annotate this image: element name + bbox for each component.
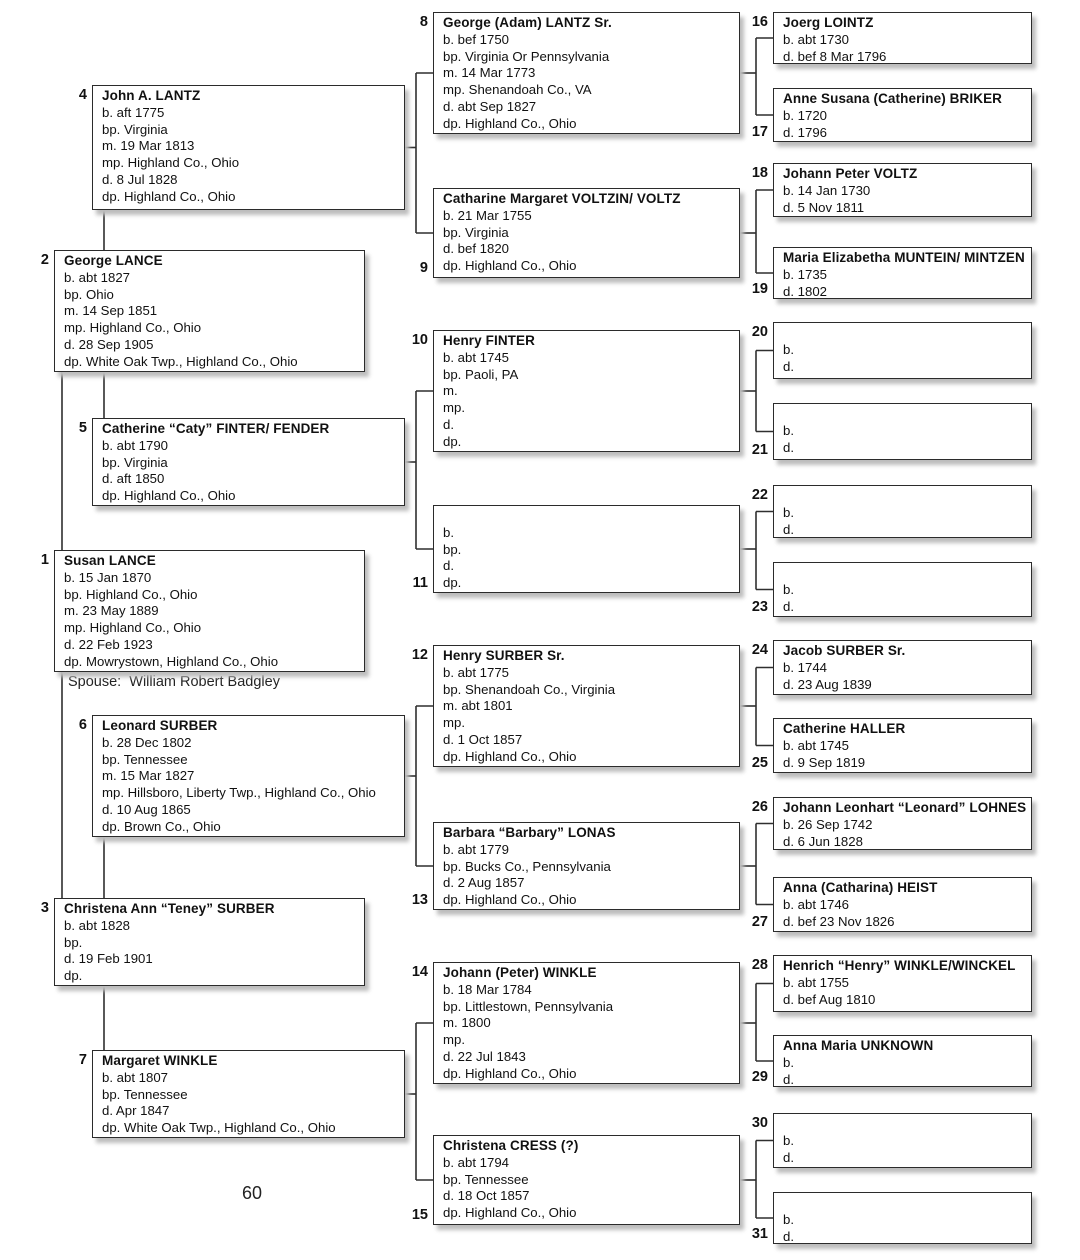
- person-box-23: [773, 562, 1032, 617]
- person-detail-line: b.: [443, 524, 454, 540]
- person-name: Jacob SURBER Sr.: [783, 643, 906, 658]
- person-detail-line: bp. Tennessee: [102, 1086, 188, 1102]
- person-number-2: 2: [40, 252, 49, 268]
- person-detail-line: d. 2 Aug 1857: [443, 875, 525, 891]
- person-detail-line: m. abt 1801: [443, 698, 513, 714]
- person-detail-line: d. Apr 1847: [102, 1103, 170, 1119]
- person-detail-line: mp.: [443, 400, 465, 416]
- person-name: Leonard SURBER: [102, 718, 218, 733]
- person-box-20: [773, 322, 1032, 379]
- person-detail-line: m. 1800: [443, 1015, 491, 1031]
- person-detail-line: b. 18 Mar 1784: [443, 981, 532, 997]
- person-detail-line: d. 1 Oct 1857: [443, 731, 523, 747]
- person-number-1: 1: [40, 552, 49, 568]
- person-box-26: [773, 797, 1032, 850]
- person-number-20: 20: [751, 324, 768, 340]
- person-detail-line: d. 22 Feb 1923: [64, 636, 153, 652]
- person-box-6: [92, 715, 405, 837]
- person-number-13: 13: [411, 892, 428, 908]
- person-detail-line: dp. Highland Co., Ohio: [443, 1065, 577, 1081]
- person-name: Henry SURBER Sr.: [443, 648, 565, 663]
- person-detail-line: bp. Ohio: [64, 286, 114, 302]
- person-detail-line: d. aft 1850: [102, 471, 165, 487]
- person-name: George (Adam) LANTZ Sr.: [443, 15, 612, 30]
- person-name: Susan LANCE: [64, 553, 156, 568]
- person-detail-line: b. 15 Jan 1870: [64, 569, 152, 585]
- person-detail-line: mp. Hillsboro, Liberty Twp., Highland Co., Ohio: [102, 785, 376, 801]
- person-detail-line: d. 23 Aug 1839: [783, 676, 872, 692]
- person-detail-line: b. 1735: [783, 266, 827, 282]
- person-detail-line: d. 5 Nov 1811: [783, 199, 865, 215]
- person-name: Johann Peter VOLTZ: [783, 166, 918, 181]
- person-number-12: 12: [411, 647, 428, 663]
- person-detail-line: dp. Highland Co., Ohio: [443, 748, 577, 764]
- person-detail-line: b. abt 1755: [783, 974, 849, 990]
- person-detail-line: d. 9 Sep 1819: [783, 754, 866, 770]
- person-detail-line: b.: [783, 1211, 794, 1227]
- person-number-26: 26: [751, 799, 768, 815]
- person-detail-line: b.: [783, 504, 794, 520]
- person-detail-line: d. bef 23 Nov 1826: [783, 913, 895, 929]
- person-detail-line: d.: [443, 558, 454, 574]
- person-detail-line: dp. Mowrystown, Highland Co., Ohio: [64, 653, 279, 669]
- person-detail-line: bp.: [64, 934, 83, 950]
- person-detail-line: dp.: [443, 433, 462, 449]
- person-number-28: 28: [751, 957, 768, 973]
- person-name: [783, 488, 1027, 505]
- person-detail-line: dp. Brown Co., Ohio: [102, 818, 221, 834]
- person-number-23: 23: [751, 599, 768, 615]
- person-detail-line: dp. Highland Co., Ohio: [443, 1205, 577, 1221]
- person-box-11: [433, 505, 740, 593]
- person-box-3: [54, 898, 365, 986]
- person-detail-line: d. 19 Feb 1901: [64, 951, 153, 967]
- person-name: [783, 325, 1027, 342]
- person-detail-line: d. 1802: [783, 283, 827, 299]
- person-detail-line: bp. Virginia: [443, 224, 509, 240]
- person-detail-line: dp.: [64, 968, 83, 984]
- person-detail-line: d. 8 Jul 1828: [102, 171, 178, 187]
- person-name: [783, 1195, 1027, 1212]
- person-number-7: 7: [78, 1052, 87, 1068]
- person-detail-line: b. abt 1794: [443, 1154, 509, 1170]
- person-detail-line: dp. Highland Co., Ohio: [443, 892, 577, 908]
- person-name: [783, 406, 1027, 423]
- person-detail-line: b. 14 Jan 1730: [783, 182, 871, 198]
- person-number-17: 17: [751, 124, 768, 140]
- person-detail-line: bp.: [443, 541, 462, 557]
- person-number-18: 18: [751, 165, 768, 181]
- person-number-30: 30: [751, 1115, 768, 1131]
- person-name: Christena Ann “Teney” SURBER: [64, 901, 275, 916]
- person-detail-line: dp. White Oak Twp., Highland Co., Ohio: [102, 1120, 336, 1136]
- person-box-27: [773, 877, 1032, 932]
- person-number-9: 9: [419, 260, 428, 276]
- person-box-4: [92, 85, 405, 210]
- person-name: Anna Maria UNKNOWN: [783, 1038, 934, 1053]
- person-box-22: [773, 485, 1032, 538]
- person-name: Catherine HALLER: [783, 721, 906, 736]
- person-number-14: 14: [411, 964, 428, 980]
- person-number-6: 6: [78, 717, 87, 733]
- person-detail-line: d. 22 Jul 1843: [443, 1048, 526, 1064]
- person-detail-line: mp. Highland Co., Ohio: [64, 620, 202, 636]
- person-detail-line: d.: [783, 521, 794, 537]
- person-box-31: [773, 1192, 1032, 1244]
- person-detail-line: bp. Tennessee: [102, 751, 188, 767]
- person-detail-line: b.: [783, 422, 794, 438]
- person-box-15: [433, 1135, 740, 1225]
- person-detail-line: d. 6 Jun 1828: [783, 833, 863, 849]
- person-detail-line: b.: [783, 341, 794, 357]
- person-detail-line: b. abt 1828: [64, 917, 130, 933]
- person-detail-line: d. 18 Oct 1857: [443, 1188, 530, 1204]
- person-detail-line: d.: [783, 1149, 794, 1165]
- person-detail-line: b.: [783, 1132, 794, 1148]
- person-name: Anna (Catharina) HEIST: [783, 880, 938, 895]
- person-number-8: 8: [419, 14, 428, 30]
- person-detail-line: dp. Highland Co., Ohio: [443, 258, 577, 274]
- person-name: John A. LANTZ: [102, 88, 201, 103]
- person-detail-line: m. 14 Sep 1851: [64, 303, 158, 319]
- person-name: Johann (Peter) WINKLE: [443, 965, 597, 980]
- person-detail-line: mp. Shenandoah Co., VA: [443, 82, 592, 98]
- person-detail-line: d.: [783, 439, 794, 455]
- person-detail-line: bp. Bucks Co., Pennsylvania: [443, 858, 611, 874]
- person-name: [783, 1116, 1027, 1133]
- person-detail-line: d.: [783, 1228, 794, 1244]
- person-name: Margaret WINKLE: [102, 1053, 218, 1068]
- person-detail-line: d. 1796: [783, 124, 827, 140]
- person-box-7: [92, 1050, 405, 1138]
- person-name: Joerg LOINTZ: [783, 15, 874, 30]
- person-detail-line: b.: [783, 1054, 794, 1070]
- person-box-16: [773, 12, 1032, 64]
- person-name: Catherine “Caty” FINTER/ FENDER: [102, 421, 330, 436]
- person-box-14: [433, 962, 740, 1084]
- person-box-25: [773, 718, 1032, 773]
- person-detail-line: b. 28 Dec 1802: [102, 734, 192, 750]
- person-box-30: [773, 1113, 1032, 1168]
- person-detail-line: b. abt 1779: [443, 841, 509, 857]
- page-number: 60: [241, 1183, 263, 1203]
- person-number-15: 15: [411, 1207, 428, 1223]
- person-detail-line: d. bef 1820: [443, 241, 509, 257]
- person-name: Barbara “Barbary” LONAS: [443, 825, 616, 840]
- person-detail-line: d.: [783, 598, 794, 614]
- person-detail-line: m. 14 Mar 1773: [443, 65, 536, 81]
- person-number-21: 21: [751, 442, 768, 458]
- person-detail-line: b. abt 1745: [783, 737, 849, 753]
- person-number-11: 11: [412, 575, 428, 591]
- person-detail-line: b. abt 1807: [102, 1069, 168, 1085]
- person-box-2: [54, 250, 365, 372]
- person-detail-line: b.: [783, 581, 794, 597]
- person-detail-line: b. 1720: [783, 107, 827, 123]
- person-number-24: 24: [751, 642, 768, 658]
- person-detail-line: d. 28 Sep 1905: [64, 336, 154, 352]
- person-number-22: 22: [751, 487, 768, 503]
- person-box-5: [92, 418, 405, 506]
- person-detail-line: dp. Highland Co., Ohio: [102, 488, 236, 504]
- person-detail-line: m. 23 May 1889: [64, 603, 159, 619]
- person-detail-line: m.: [443, 383, 458, 399]
- person-number-5: 5: [78, 420, 87, 436]
- person-detail-line: b. 1744: [783, 659, 827, 675]
- person-detail-line: m. 19 Mar 1813: [102, 138, 195, 154]
- person-number-19: 19: [751, 281, 768, 297]
- person-detail-line: bp. Paoli, PA: [443, 366, 519, 382]
- person-detail-line: dp. Highland Co., Ohio: [443, 115, 577, 131]
- person-detail-line: bp. Virginia: [102, 121, 168, 137]
- person-detail-line: d.: [443, 416, 454, 432]
- person-number-16: 16: [751, 14, 768, 30]
- person-box-19: [773, 247, 1032, 299]
- person-box-13: [433, 822, 740, 910]
- person-detail-line: d. 10 Aug 1865: [102, 801, 191, 817]
- person-detail-line: bp. Littlestown, Pennsylvania: [443, 998, 614, 1014]
- person-box-24: [773, 640, 1032, 695]
- person-box-28: [773, 955, 1032, 1012]
- person-box-29: [773, 1035, 1032, 1087]
- person-detail-line: mp. Highland Co., Ohio: [64, 320, 202, 336]
- person-detail-line: d. bef 8 Mar 1796: [783, 48, 887, 64]
- person-name: Henry FINTER: [443, 333, 535, 348]
- person-detail-line: dp. White Oak Twp., Highland Co., Ohio: [64, 353, 298, 369]
- person-detail-line: m. 15 Mar 1827: [102, 768, 195, 784]
- person-box-9: [433, 188, 740, 278]
- person-detail-line: b. abt 1790: [102, 437, 168, 453]
- person-name: Maria Elizabetha MUNTEIN/ MINTZEN: [783, 250, 1025, 265]
- person-detail-line: b. 26 Sep 1742: [783, 816, 873, 832]
- person-number-4: 4: [78, 87, 87, 103]
- person-name: [783, 565, 1027, 582]
- person-detail-line: d.: [783, 1071, 794, 1087]
- person-box-8: [433, 12, 740, 134]
- person-number-27: 27: [751, 914, 768, 930]
- person-detail-line: d. abt Sep 1827: [443, 98, 537, 114]
- person-detail-line: b. abt 1775: [443, 664, 509, 680]
- person-detail-line: bp. Tennessee: [443, 1171, 529, 1187]
- person-detail-line: b. abt 1746: [783, 896, 849, 912]
- person-name: Catharine Margaret VOLTZIN/ VOLTZ: [443, 191, 681, 206]
- person-detail-line: b. aft 1775: [102, 104, 165, 120]
- person-number-29: 29: [751, 1069, 768, 1085]
- person-box-10: [433, 330, 740, 452]
- person-name: Anne Susana (Catherine) BRIKER: [783, 91, 1003, 106]
- person-number-31: 31: [751, 1226, 768, 1242]
- person-detail-line: b. abt 1730: [783, 31, 849, 47]
- person-detail-line: mp. Highland Co., Ohio: [102, 155, 240, 171]
- person-detail-line: bp. Virginia Or Pennsylvania: [443, 48, 610, 64]
- spouse-note: Spouse: William Robert Badgley: [68, 674, 280, 690]
- person-detail-line: dp.: [443, 575, 462, 591]
- person-detail-line: bp. Virginia: [102, 454, 168, 470]
- person-box-12: [433, 645, 740, 767]
- person-detail-line: b. 21 Mar 1755: [443, 207, 532, 223]
- person-detail-line: b. abt 1827: [64, 269, 130, 285]
- person-box-1: [54, 550, 365, 672]
- person-box-18: [773, 163, 1032, 217]
- person-detail-line: mp.: [443, 1032, 465, 1048]
- person-name: [443, 508, 735, 525]
- person-detail-line: bp. Highland Co., Ohio: [64, 586, 198, 602]
- person-name: Johann Leonhart “Leonard” LOHNES: [783, 800, 1027, 815]
- person-name: Christena CRESS (?): [443, 1138, 579, 1153]
- person-detail-line: mp.: [443, 715, 465, 731]
- person-box-17: [773, 88, 1032, 142]
- person-number-10: 10: [411, 332, 428, 348]
- person-name: Henrich “Henry” WINKLE/WINCKEL: [783, 958, 1016, 973]
- person-number-25: 25: [751, 755, 768, 771]
- person-box-21: [773, 403, 1032, 460]
- person-detail-line: d.: [783, 358, 794, 374]
- person-detail-line: b. abt 1745: [443, 349, 509, 365]
- person-name: George LANCE: [64, 253, 163, 268]
- person-detail-line: dp. Highland Co., Ohio: [102, 188, 236, 204]
- person-number-3: 3: [40, 900, 49, 916]
- person-detail-line: b. bef 1750: [443, 31, 509, 47]
- person-detail-line: d. bef Aug 1810: [783, 991, 876, 1007]
- person-detail-line: bp. Shenandoah Co., Virginia: [443, 681, 616, 697]
